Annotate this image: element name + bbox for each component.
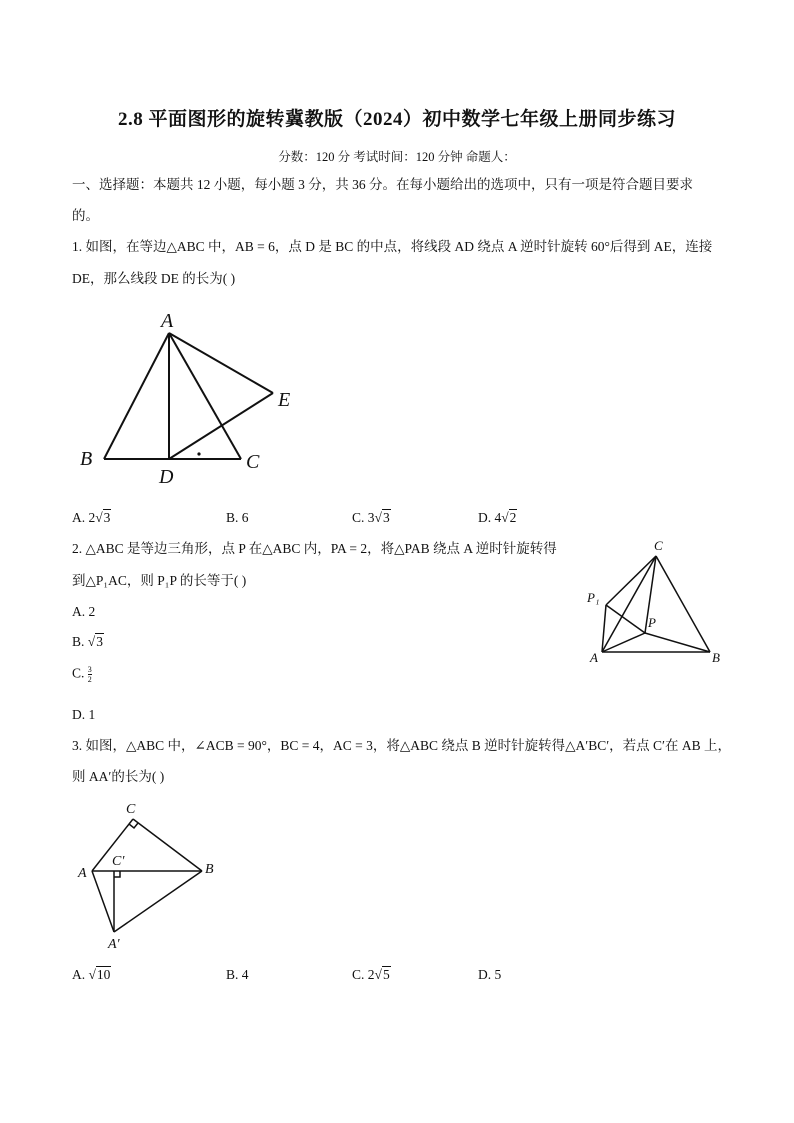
page-title: 2.8 平面图形的旋转冀教版（2024）初中数学七年级上册同步练习 xyxy=(117,109,676,130)
q1-label-b: B xyxy=(80,448,93,470)
q1-edge-ab xyxy=(104,333,169,459)
q2-option-d[interactable]: D. 1 xyxy=(72,707,96,722)
q2-stem-line2: 到△P₁AC，则 P₁P 的长等于( ) xyxy=(72,573,247,588)
q2-label-a: A xyxy=(590,650,598,665)
q3-option-a[interactable]: A. √10 xyxy=(72,967,111,982)
q2-edge-bc xyxy=(656,556,710,652)
q2-option-b[interactable]: B. √3 xyxy=(72,634,103,649)
q1-label-e: E xyxy=(278,389,291,411)
q2-segment-ap xyxy=(602,633,645,652)
exam-info: 分数：120 分 考试时间：120 分钟 命题人： xyxy=(278,150,516,164)
q3-option-d[interactable]: D. 5 xyxy=(478,967,502,982)
q1-segment-de xyxy=(169,393,273,459)
q3-segment-aa1 xyxy=(92,871,114,932)
q3-label-c-prime: C′ xyxy=(112,854,125,869)
q3-label-c: C xyxy=(126,802,136,817)
q3-right-angle-c xyxy=(129,823,138,828)
q3-segment-cb xyxy=(133,819,202,871)
q1-edge-ac xyxy=(169,333,241,459)
q3-figure xyxy=(72,797,232,957)
q1-dot-mark xyxy=(197,452,200,455)
q1-label-d: D xyxy=(159,466,174,488)
q1-option-a[interactable]: A. 2√3 xyxy=(72,510,111,525)
q3-right-angle-c1 xyxy=(114,871,120,877)
q1-stem-line1: 1. 如图，在等边△ABC 中，AB = 6，点 D 是 BC 的中点，将线段 AD 绕点 A 逆时针旋转 60°后得到 AE，连接 xyxy=(72,239,713,254)
q3-option-b[interactable]: B. 4 xyxy=(226,967,249,982)
q1-segment-ae xyxy=(169,333,273,393)
section-instructions-line2: 的。 xyxy=(72,208,99,223)
q2-segment-p1c xyxy=(606,556,656,605)
q2-label-p1: P₁ xyxy=(587,590,600,605)
q3-segment-a1b xyxy=(114,871,202,932)
q2-figure xyxy=(582,535,732,670)
q1-label-a: A xyxy=(161,310,174,332)
q1-stem-line2: DE，那么线段 DE 的长为( ) xyxy=(72,271,236,286)
q2-label-c: C xyxy=(654,538,663,553)
q3-label-a: A xyxy=(78,866,87,881)
q2-option-c[interactable]: C. $\frac{3}{2}$ xyxy=(72,665,92,684)
q2-label-p: P xyxy=(648,615,656,630)
q1-option-c[interactable]: C. 3√3 xyxy=(352,510,390,525)
q3-option-c[interactable]: C. 2√5 xyxy=(352,967,390,982)
q2-edge-ac xyxy=(602,556,656,652)
q2-option-a[interactable]: A. 2 xyxy=(72,604,96,619)
q3-stem-line2: 则 AA′的长为( ) xyxy=(72,769,165,784)
q1-option-d[interactable]: D. 4√2 xyxy=(478,510,517,525)
q1-option-b[interactable]: B. 6 xyxy=(226,510,249,525)
q2-label-b: B xyxy=(712,650,720,665)
q1-label-c: C xyxy=(246,451,260,473)
q2-stem-line1: 2. △ABC 是等边三角形，点 P 在△ABC 内，PA = 2，将△PAB 绕点 A 逆时针旋转得 xyxy=(72,541,557,556)
q3-label-a-prime: A′ xyxy=(108,937,120,952)
q3-stem-line1: 3. 如图，△ABC 中，∠ACB = 90°，BC = 4，AC = 3，将△ABC 绕点 B 逆时针旋转得△A′BC′，若点 C′在 AB 上， xyxy=(72,738,731,753)
q1-figure xyxy=(70,305,310,490)
section-instructions-line1: 一、选择题：本题共 12 小题，每小题 3 分，共 36 分。在每小题给出的选项中，只有一项是符合题目要求 xyxy=(72,177,693,192)
q3-label-b: B xyxy=(205,862,214,877)
